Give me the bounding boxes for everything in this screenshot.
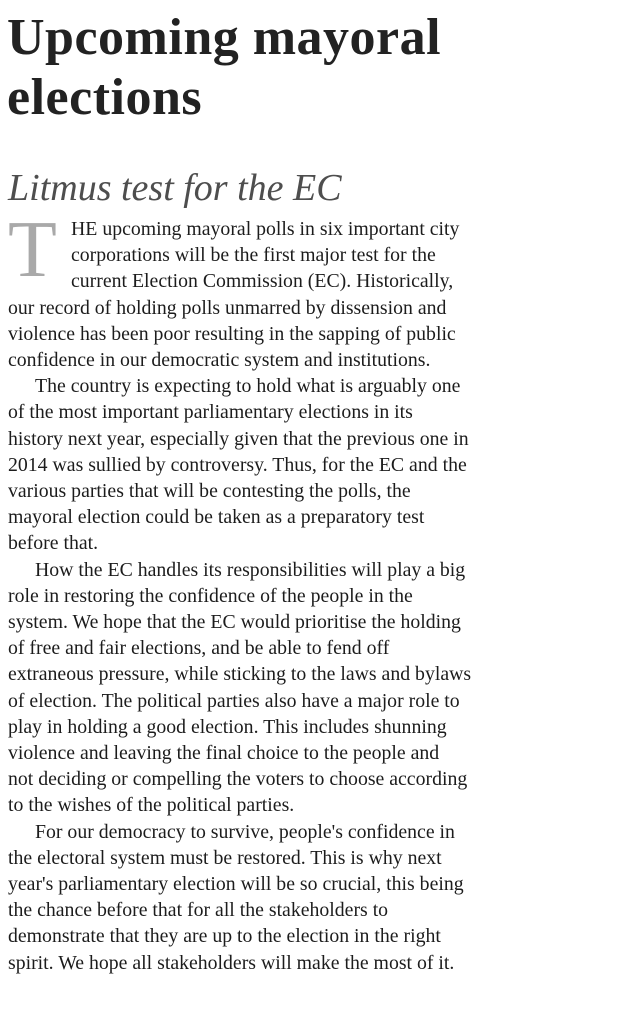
body-line: corporations will be the first major test for the xyxy=(71,244,436,267)
headline xyxy=(7,8,627,128)
body-line: For our democracy to survive, people's confidence in xyxy=(35,820,455,843)
body-line: The country is expecting to hold what is arguably one xyxy=(35,375,461,398)
headline-line: Upcoming mayoral xyxy=(7,9,442,66)
body-line: spirit. We hope all stakeholders will make the most of it. xyxy=(8,951,455,974)
body-line: the chance before that for all the stakeholders to xyxy=(8,899,389,922)
body-line: How the EC handles its responsibilities will play a big xyxy=(35,558,466,581)
body-line: HE upcoming mayoral polls in six important city xyxy=(71,218,460,240)
body-line: before that. xyxy=(8,532,99,555)
body-line: various parties that will be contesting the polls, the xyxy=(8,480,411,503)
body-line: violence has been poor resulting in the sapping of public xyxy=(8,322,456,345)
body-line: to the wishes of the political parties. xyxy=(8,794,295,817)
body-line: mayoral election could be taken as a preparatory test xyxy=(8,506,425,529)
body-line: the electoral system must be restored. This is why next xyxy=(8,846,442,869)
body-line: of the most important parliamentary elections in its xyxy=(8,401,413,424)
body-line: current Election Commission (EC). Historically, xyxy=(71,270,454,293)
body-line: violence and leaving the final choice to the people and xyxy=(8,742,440,765)
body-line: extraneous pressure, while sticking to the laws and bylaws xyxy=(8,663,472,686)
subheadline: Litmus test for the EC xyxy=(8,167,342,209)
body-line: of free and fair elections, and be able to fend off xyxy=(8,637,390,660)
body-line: year's parliamentary election will be so crucial, this being xyxy=(8,873,464,896)
body-line: not deciding or compelling the voters to choose according xyxy=(8,768,468,791)
body-line: of election. The political parties also have a major role to xyxy=(8,689,460,712)
body-line: system. We hope that the EC would prioritise the holding xyxy=(8,611,461,634)
body-line: history next year, especially given that the previous one in xyxy=(8,427,469,450)
body-line: demonstrate that they are up to the election in the right xyxy=(8,925,441,948)
body-line: our record of holding polls unmarred by dissension and xyxy=(8,296,447,319)
article-body xyxy=(8,206,603,976)
body-line: play in holding a good election. This includes shunning xyxy=(8,715,447,738)
headline-line: elections xyxy=(7,69,203,126)
body-line: 2014 was sullied by controversy. Thus, for the EC and the xyxy=(8,453,467,476)
body-line: confidence in our democratic system and institutions. xyxy=(8,349,431,372)
drop-cap: T xyxy=(8,206,57,294)
body-line: role in restoring the confidence of the people in the xyxy=(8,584,413,607)
